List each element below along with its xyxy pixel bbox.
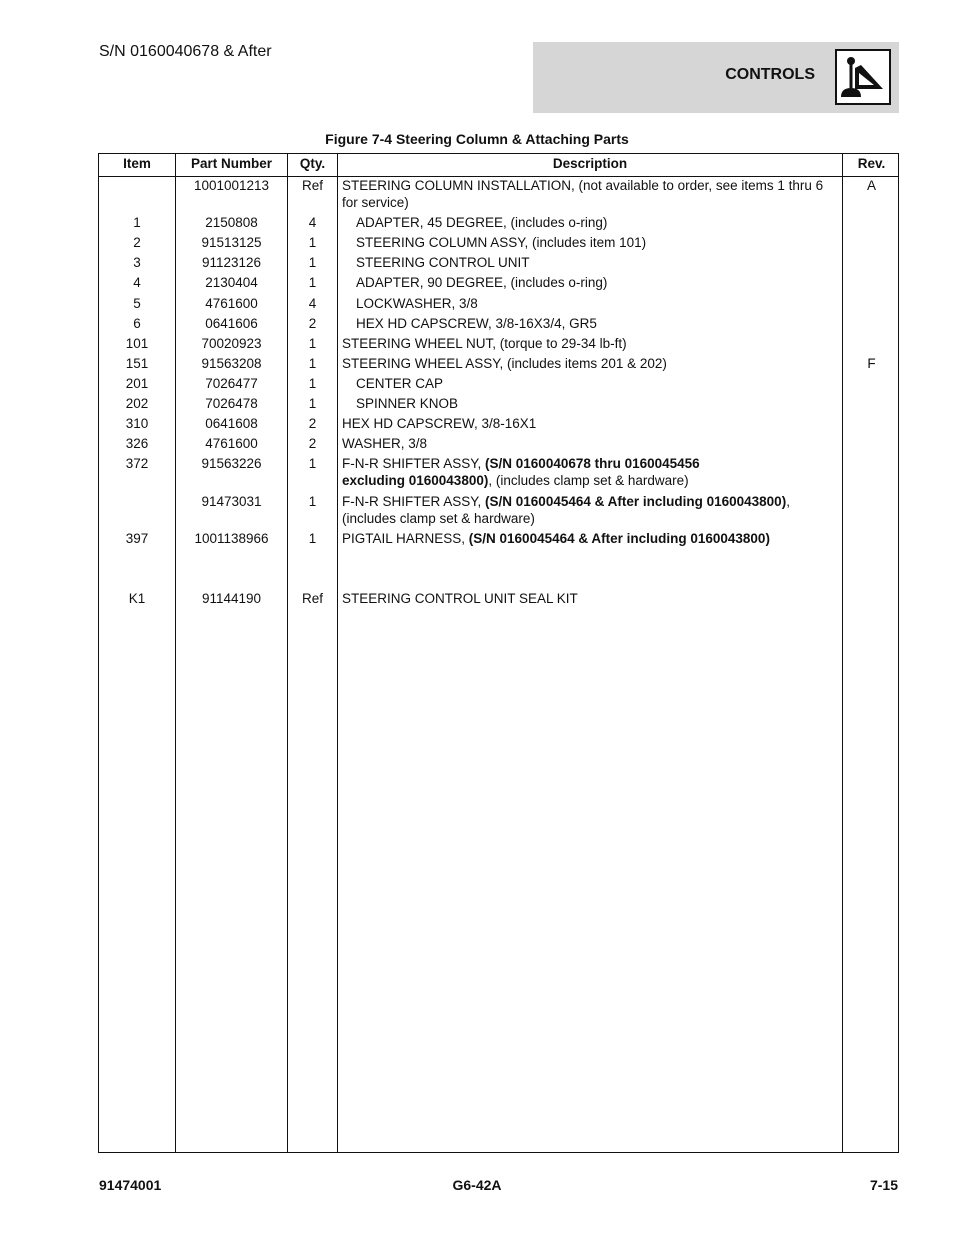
- quantity: 2: [308, 416, 317, 431]
- description: WASHER, 3/8: [342, 436, 428, 451]
- item-number: 5: [133, 296, 141, 311]
- column-divider: [842, 154, 843, 1152]
- description: ADAPTER, 90 DEGREE, (includes o-ring): [356, 275, 608, 290]
- item-number: 151: [125, 356, 149, 371]
- description: [342, 455, 842, 472]
- part-number: 0641608: [205, 416, 258, 431]
- footer-model: G6-42A: [452, 1177, 502, 1193]
- part-number: 4761600: [205, 296, 258, 311]
- item-number: 372: [125, 456, 149, 471]
- part-number: 70020923: [201, 336, 262, 351]
- quantity: 2: [308, 316, 317, 331]
- quantity: 1: [308, 396, 317, 411]
- part-number: 7026478: [205, 396, 258, 411]
- item-number: 202: [125, 396, 149, 411]
- part-number: 2130404: [205, 275, 258, 290]
- description: STEERING CONTROL UNIT: [356, 255, 530, 270]
- part-number: 91144190: [201, 591, 262, 606]
- part-number: 4761600: [205, 436, 258, 451]
- part-number: 91123126: [201, 255, 262, 270]
- item-number: K1: [128, 591, 146, 606]
- header-part-number: Part Number: [190, 156, 273, 171]
- revision: F: [867, 356, 876, 371]
- quantity: 2: [308, 436, 317, 451]
- quantity: 1: [308, 255, 317, 270]
- part-number: 2150808: [205, 215, 258, 230]
- description-text: F-N-R SHIFTER ASSY,: [342, 494, 486, 509]
- header-description: Description: [552, 156, 628, 171]
- description-text: F-N-R SHIFTER ASSY,: [342, 456, 486, 471]
- part-number: 0641606: [205, 316, 258, 331]
- description: STEERING COLUMN INSTALLATION, (not available to order, see items 1 thru 6: [342, 178, 824, 193]
- quantity: 1: [308, 356, 317, 371]
- column-divider: [337, 154, 338, 1152]
- description: HEX HD CAPSCREW, 3/8-16X1: [342, 416, 537, 431]
- quantity: 1: [308, 336, 317, 351]
- part-number: 91513125: [201, 235, 262, 250]
- header-rev: Rev.: [857, 156, 886, 171]
- item-number: 326: [125, 436, 149, 451]
- part-number: 1001138966: [194, 531, 269, 546]
- item-number: 101: [125, 336, 149, 351]
- description: [342, 530, 842, 547]
- quantity: 1: [308, 275, 317, 290]
- quantity: 4: [308, 215, 317, 230]
- quantity: 1: [308, 456, 317, 471]
- description: STEERING WHEEL ASSY, (includes items 201 & 202): [342, 356, 667, 371]
- quantity: Ref: [301, 591, 323, 606]
- quantity: 1: [308, 235, 317, 250]
- part-number: 7026477: [205, 376, 258, 391]
- quantity: Ref: [301, 178, 323, 193]
- header-item: Item: [123, 156, 151, 171]
- description: [342, 493, 842, 510]
- parts-table: [98, 153, 899, 1153]
- serial-range: (S/N 0160045464 & After including 0160043800): [485, 494, 787, 509]
- description-text: , (includes clamp set & hardware): [488, 473, 689, 488]
- part-number: 91473031: [201, 494, 262, 509]
- revision: A: [866, 178, 876, 193]
- footer-page-number: 7-15: [869, 1177, 898, 1193]
- serial-number: S/N 0160040678 & After: [99, 43, 272, 60]
- description-continued: (includes clamp set & hardware): [342, 511, 535, 526]
- header-qty: Qty.: [299, 156, 326, 171]
- quantity: 4: [308, 296, 317, 311]
- description: STEERING WHEEL NUT, (torque to 29-34 lb-ft): [342, 336, 627, 351]
- quantity: 1: [308, 376, 317, 391]
- item-number: 310: [125, 416, 149, 431]
- description: SPINNER KNOB: [356, 396, 459, 411]
- description-continued: [342, 472, 842, 489]
- part-number: 91563226: [201, 456, 262, 471]
- item-number: 3: [133, 255, 141, 270]
- part-number: 91563208: [201, 356, 262, 371]
- description: LOCKWASHER, 3/8: [356, 296, 478, 311]
- serial-exclusion: excluding 0160043800): [342, 473, 489, 488]
- item-number: 397: [125, 531, 149, 546]
- description-text: ,: [786, 494, 790, 509]
- description: ADAPTER, 45 DEGREE, (includes o-ring): [356, 215, 608, 230]
- description-text: PIGTAIL HARNESS,: [342, 531, 469, 546]
- joystick-control-icon: [835, 49, 891, 105]
- footer-document-number: 91474001: [99, 1177, 162, 1193]
- serial-range: (S/N 0160045464 & After including 0160043800): [468, 531, 770, 546]
- section-title: CONTROLS: [725, 66, 815, 83]
- description: CENTER CAP: [356, 376, 444, 391]
- quantity: 1: [308, 531, 317, 546]
- quantity: 1: [308, 494, 317, 509]
- item-number: 4: [133, 275, 141, 290]
- part-number: 1001001213: [193, 178, 270, 193]
- section-header: [533, 42, 899, 113]
- description: STEERING COLUMN ASSY, (includes item 101): [356, 235, 647, 250]
- item-number: 6: [133, 316, 141, 331]
- serial-range: (S/N 0160040678 thru 0160045456: [485, 456, 700, 471]
- figure-title: Figure 7-4 Steering Column & Attaching Parts: [325, 131, 629, 147]
- description: HEX HD CAPSCREW, 3/8-16X3/4, GR5: [356, 316, 597, 331]
- item-number: 1: [133, 215, 141, 230]
- description: STEERING CONTROL UNIT SEAL KIT: [342, 591, 578, 606]
- item-number: 201: [125, 376, 149, 391]
- item-number: 2: [133, 235, 141, 250]
- description-continued: for service): [342, 195, 409, 210]
